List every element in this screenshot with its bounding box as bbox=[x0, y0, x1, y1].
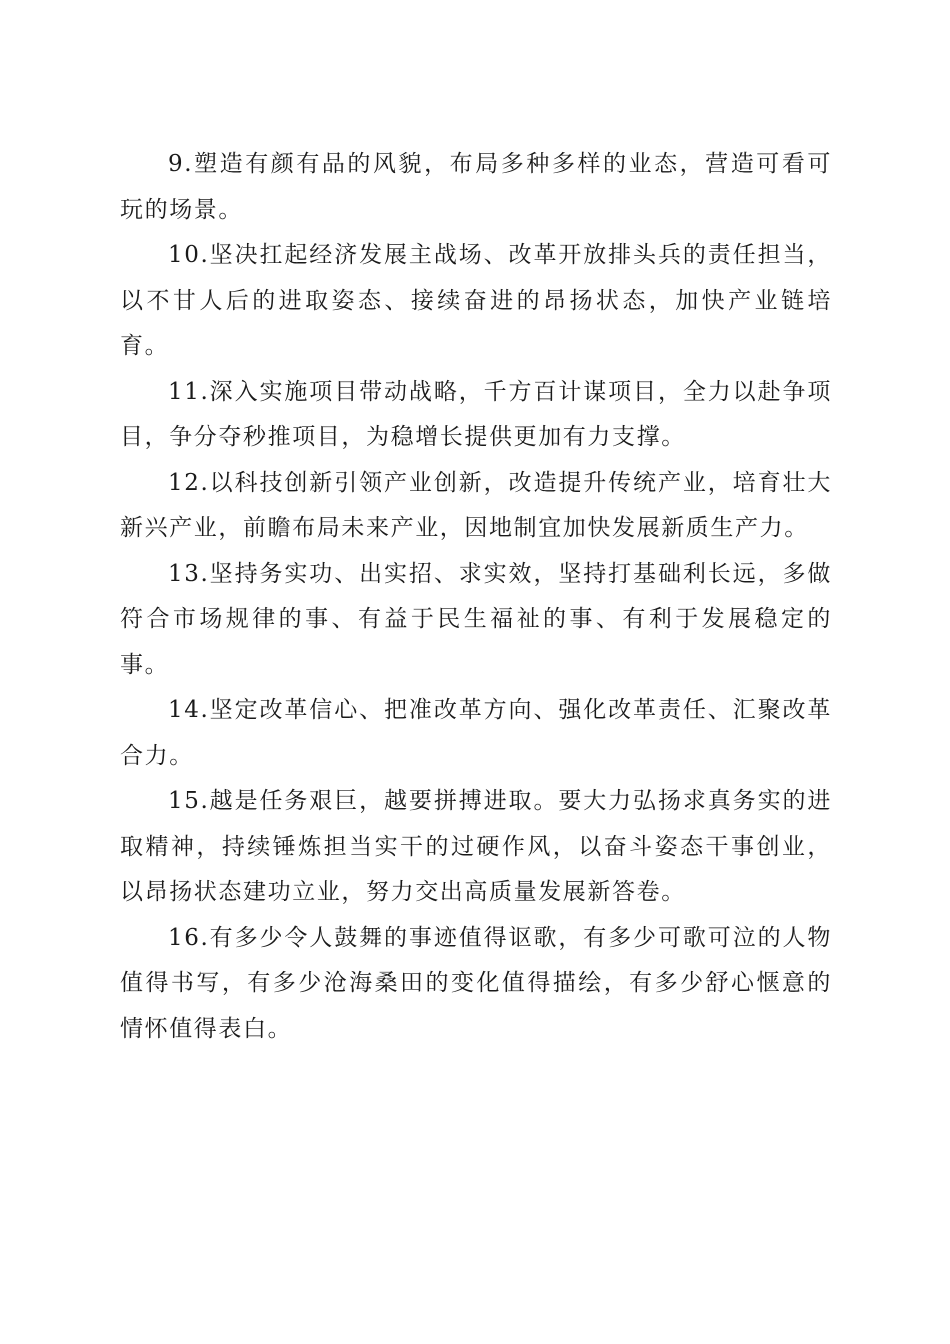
paragraph-12: 12.以科技创新引领产业创新，改造提升传统产业，培育壮大新兴产业，前瞻布局未来产业，因地制宜加快发展新质生产力。 bbox=[120, 469, 832, 541]
paragraph-9: 9.塑造有颜有品的风貌，布局多种多样的业态，营造可看可玩的场景。 bbox=[120, 151, 832, 223]
paragraph-15: 15.越是任务艰巨，越要拼搏进取。要大力弘扬求真务实的进取精神，持续锤炼担当实干的过硬作风，以奋斗姿态干事创业，以昂扬状态建功立业，努力交出高质量发展新答卷。 bbox=[120, 788, 832, 905]
paragraph-14: 14.坚定改革信心、把准改革方向、强化改革责任、汇聚改革合力。 bbox=[120, 697, 832, 769]
paragraph-16: 16.有多少令人鼓舞的事迹值得讴歌，有多少可歌可泣的人物值得书写，有多少沧海桑田的变化值得描绘，有多少舒心惬意的情怀值得表白。 bbox=[120, 924, 832, 1042]
paragraph-10: 10.坚决扛起经济发展主战场、改革开放排头兵的责任担当，以不甘人后的进取姿态、接续奋进的昂扬状态，加快产业链培育。 bbox=[120, 242, 832, 359]
document-body bbox=[120, 142, 832, 1052]
paragraph-13: 13.坚持务实功、出实招、求实效，坚持打基础利长远，多做符合市场规律的事、有益于民生福祉的事、有利于发展稳定的事。 bbox=[120, 560, 832, 678]
paragraph-11: 11.深入实施项目带动战略，千方百计谋项目，全力以赴争项目，争分夺秒推项目，为稳增长提供更加有力支撑。 bbox=[120, 378, 832, 450]
